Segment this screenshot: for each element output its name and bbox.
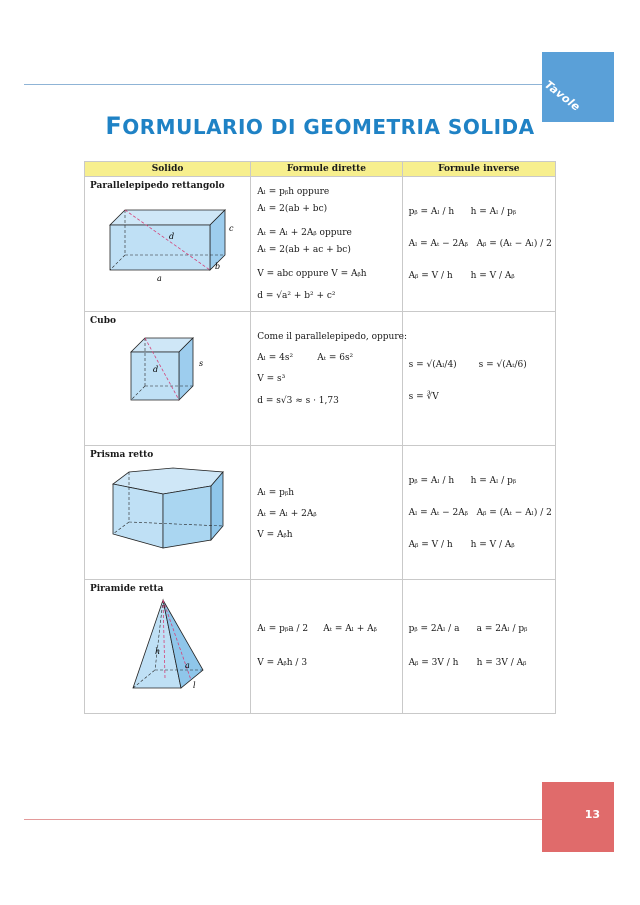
- inverse-formula: Aᵦ = 3V / h: [408, 658, 459, 668]
- label-h: h: [155, 647, 161, 656]
- solid-name: Piramide retta: [90, 584, 164, 594]
- top-rule: [24, 84, 542, 85]
- direct-formula: Aₗ = 2(ab + bc): [257, 204, 328, 214]
- inverse-formula: pᵦ = 2Aₗ / a: [408, 624, 460, 634]
- table-row: [85, 312, 556, 446]
- direct-formula: V = s³: [257, 374, 286, 384]
- inverse-formula: h = Aₗ / pᵦ: [470, 476, 517, 486]
- prism-figure: [103, 464, 243, 556]
- inverse-formula: Aᵦ = (Aₜ − Aₗ) / 2: [476, 508, 552, 518]
- direct-formula: Aₜ = 2(ab + ac + bc): [257, 245, 351, 255]
- direct-formulas-cell: [251, 580, 402, 714]
- label-l: l: [193, 681, 196, 690]
- header-solido: Solido: [85, 162, 251, 177]
- direct-formula: Aₜ = Aₗ + 2Aᵦ oppure: [257, 228, 352, 238]
- inverse-formula: h = V / Aᵦ: [470, 271, 515, 281]
- label-b: b: [215, 262, 221, 271]
- inverse-formula: Aᵦ = V / h: [408, 540, 453, 550]
- solid-cell: [85, 312, 251, 446]
- direct-formula: V = abc oppure V = Aᵦh: [257, 269, 367, 279]
- direct-formula: Aₜ = Aₗ + 2Aᵦ: [257, 509, 317, 519]
- solid-name: Cubo: [90, 316, 117, 326]
- inverse-formulas-cell: [402, 446, 555, 580]
- inverse-formula: pᵦ = Aₗ / h: [408, 207, 455, 217]
- direct-formula: Aₗ = pᵦh: [257, 488, 295, 498]
- direct-formulas-cell: [251, 312, 407, 446]
- direct-formula: Aₗ = pᵦa / 2: [257, 624, 309, 634]
- label-a: a: [185, 661, 190, 670]
- page-number-tab: [542, 782, 614, 852]
- header-formule-inverse: Formule inverse: [402, 162, 555, 177]
- inverse-formula: pᵦ = Aₗ / h: [408, 476, 455, 486]
- header-formule-dirette: Formule dirette: [251, 162, 402, 177]
- inverse-formula: h = Aₗ / pᵦ: [470, 207, 517, 217]
- label-c: c: [229, 224, 234, 233]
- inverse-formula: h = 3V / Aᵦ: [476, 658, 527, 668]
- page-number: 13: [584, 808, 600, 821]
- inverse-formula: s = ∛V: [408, 392, 439, 402]
- bottom-rule: [24, 819, 542, 820]
- direct-formula: Come il parallelepipedo, oppure:: [257, 332, 407, 342]
- solid-cell: [85, 177, 251, 312]
- inverse-formula: h = V / Aᵦ: [470, 540, 515, 550]
- page-title: FORMULARIO DI GEOMETRIA SOLIDA: [105, 112, 535, 140]
- direct-formula: Aₜ = 6s²: [317, 353, 354, 363]
- section-tab-label: Tavole: [541, 78, 583, 114]
- table-header-row: [85, 162, 556, 177]
- table-row: [85, 580, 556, 714]
- table-row: [85, 446, 556, 580]
- inverse-formula: a = 2Aₗ / pᵦ: [476, 624, 528, 634]
- direct-formulas-cell: [251, 177, 402, 312]
- inverse-formula: Aᵦ = V / h: [408, 271, 453, 281]
- label-a: a: [157, 274, 162, 283]
- direct-formula: d = s√3 ≈ s · 1,73: [257, 396, 339, 406]
- inverse-formulas-cell: [402, 580, 555, 714]
- direct-formula: V = Aᵦh / 3: [257, 658, 308, 668]
- inverse-formula: Aₗ = Aₜ − 2Aᵦ: [408, 508, 469, 518]
- table-row: [85, 177, 556, 312]
- label-d: d: [169, 232, 175, 241]
- direct-formula: Aₗ = pᵦh oppure: [257, 187, 330, 197]
- direct-formula: d = √a² + b² + c²: [257, 291, 336, 301]
- solid-name: Parallelepipedo rettangolo: [90, 181, 225, 191]
- solid-cell: [85, 446, 251, 580]
- solid-name: Prisma retto: [90, 450, 154, 460]
- formula-table: [84, 161, 556, 714]
- direct-formulas-cell: [251, 446, 402, 580]
- inverse-formulas-cell: [402, 177, 555, 312]
- cube-figure: [125, 332, 225, 412]
- inverse-formulas-cell: [402, 312, 555, 446]
- inverse-formula: s = √(Aₗ/4): [408, 360, 457, 370]
- inverse-formula: s = √(Aₜ/6): [478, 360, 527, 370]
- label-s: s: [199, 359, 204, 368]
- solid-cell: [85, 580, 251, 714]
- direct-formula: Aₗ = 4s²: [257, 353, 294, 363]
- pyramid-figure: [125, 596, 225, 696]
- inverse-formula: Aᵦ = (Aₜ − Aₗ) / 2: [476, 239, 552, 249]
- label-d: d: [153, 365, 159, 374]
- parallelepiped-figure: [105, 205, 245, 283]
- direct-formula: Aₜ = Aₗ + Aᵦ: [323, 624, 377, 634]
- direct-formula: V = Aᵦh: [257, 530, 293, 540]
- inverse-formula: Aₗ = Aₜ − 2Aᵦ: [408, 239, 469, 249]
